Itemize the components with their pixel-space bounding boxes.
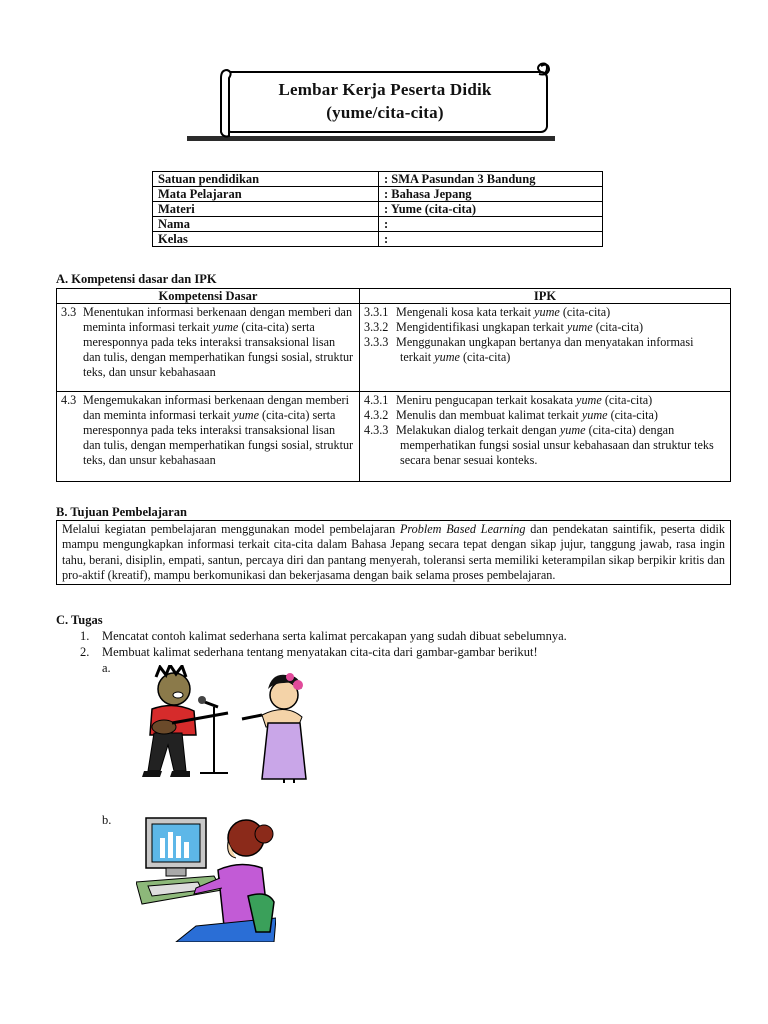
table-row (153, 232, 603, 247)
ipk-item: 4.3.2 Menulis dan membuat kalimat terkait yume (cita-cita) (364, 408, 658, 422)
identity-label: Satuan pendidikan (153, 172, 379, 187)
sub-label-b: b. (102, 813, 112, 827)
column-header-ipk: IPK (360, 289, 731, 304)
ipk-item: 3.3.3 Menggunakan ungkapan bertanya dan menyatakan informasi terkait yume (cita-cita) (364, 335, 694, 364)
identity-label: Nama (153, 217, 379, 232)
ipk-item: 4.3.3 Melakukan dialog terkait dengan yume (cita-cita) dengan memperhatikan fungsi sosial unsur kebahasaan dan struktur teks secara benar sesuai konteks. (364, 423, 714, 467)
title-banner (215, 60, 555, 140)
competency-table (56, 288, 731, 482)
identity-label: Mata Pelajaran (153, 187, 379, 202)
table-row (153, 202, 603, 217)
table-row (153, 172, 603, 187)
singer-guitarist-illustration (138, 665, 318, 785)
table-row (153, 217, 603, 232)
ipk-item: 3.3.1 Mengenali kosa kata terkait yume (cita-cita) (364, 305, 611, 319)
kd-text: 4.3 Mengemukakan informasi berkenaan dengan memberi dan meminta informasi terkait yume (cita-cita) serta meresponnya pada teks interaksi transaksional lisan dan tulis, dengan memperhatikan fungsi sosial, struktur teks, dan unsur kebahasaan (61, 393, 354, 467)
section-b-heading: B. Tujuan Pembelajaran (56, 505, 187, 519)
task-text: Membuat kalimat sederhana tentang menyatakan cita-cita dari gambar-gambar berikut! (102, 645, 538, 659)
kd-cell (57, 392, 360, 482)
ipk-item: 4.3.1 Meniru pengucapan terkait kosakata yume (cita-cita) (364, 393, 653, 407)
ipk-cell (360, 392, 731, 482)
table-row (57, 304, 731, 392)
identity-table (152, 171, 603, 247)
title-line-2: (yume/cita-cita) (326, 103, 444, 122)
identity-value: : SMA Pasundan 3 Bandung (379, 172, 603, 187)
table-row (153, 187, 603, 202)
task-number: 1. (80, 629, 90, 643)
section-a-heading: A. Kompetensi dasar dan IPK (56, 272, 217, 286)
class-field[interactable]: : (379, 232, 603, 247)
scroll-banner-icon (215, 60, 555, 140)
task-number: 2. (80, 645, 90, 659)
task-text: Mencatat contoh kalimat sederhana serta kalimat percakapan yang sudah dibuat sebelumnya. (102, 629, 567, 643)
title-line-1: Lembar Kerja Peserta Didik (278, 80, 492, 99)
learning-objective-box: Melalui kegiatan pembelajaran menggunakan model pembelajaran Problem Based Learning dan pendekatan saintifik, peserta didik mampu mengungkapkan informasi terkait cita-cita dalam Bahasa Jepang secara tepat dengan sikap jujur, tanggung jawab, rasa ingin tahu, berani, disiplin, empati, santun, percaya diri dan pantang menyerah, toleransi serta memiliki keterampilan sikap berpikir kritis dan pro-aktif (kreatif), mampu berkomunikasi dan bekerjasama dengan baik selama proses pembelajaran. (56, 520, 731, 585)
kd-cell (57, 304, 360, 392)
section-c-heading: C. Tugas (56, 613, 103, 627)
sub-label-a: a. (102, 661, 111, 675)
identity-label: Materi (153, 202, 379, 217)
table-row (57, 392, 731, 482)
table-header-row (57, 289, 731, 304)
identity-value: : Yume (cita-cita) (379, 202, 603, 217)
name-field[interactable]: : (379, 217, 603, 232)
ipk-cell (360, 304, 731, 392)
identity-label: Kelas (153, 232, 379, 247)
ipk-item: 3.3.2 Mengidentifikasi ungkapan terkait yume (cita-cita) (364, 320, 644, 334)
identity-value: : Bahasa Jepang (379, 187, 603, 202)
kd-text: 3.3 Menentukan informasi berkenaan dengan memberi dan meminta informasi terkait yume (cita-cita) serta meresponnya pada teks interaksi transaksional lisan dan tulis, dengan memperhatikan fungsi sosial, struktur teks, dan unsur kebahasaan (61, 305, 354, 379)
computer-worker-illustration (136, 808, 276, 942)
column-header-kd: Kompetensi Dasar (57, 289, 360, 304)
